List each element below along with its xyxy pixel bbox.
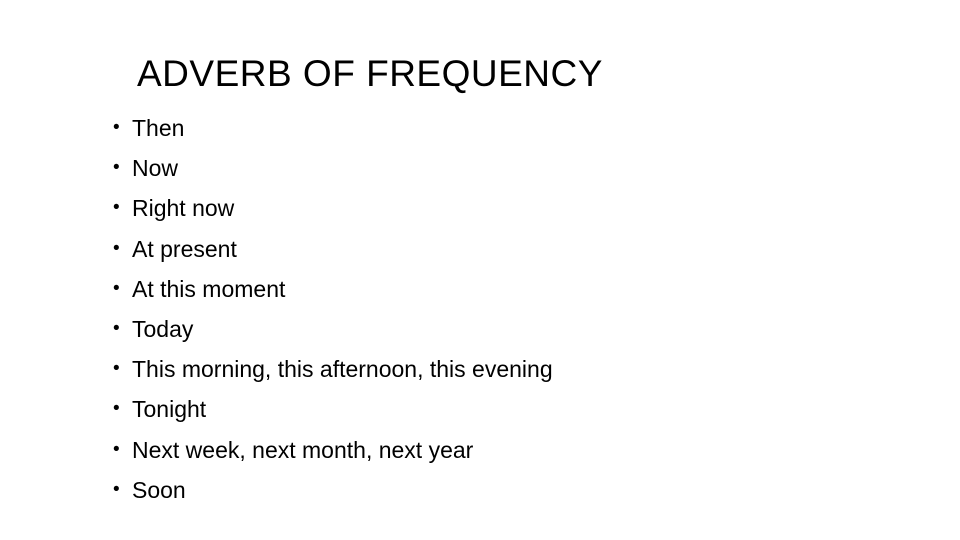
- bullet-icon: •: [113, 197, 120, 219]
- bullet-icon: •: [113, 438, 120, 460]
- list-item: [113, 108, 553, 148]
- slide-title: ADVERB OF FREQUENCY: [137, 53, 603, 94]
- bullet-text: Then: [132, 115, 185, 141]
- bullet-text: At this moment: [132, 275, 286, 302]
- list-item: [113, 148, 553, 188]
- bullet-text: At present: [132, 235, 237, 262]
- bullet-icon: •: [113, 237, 120, 259]
- bullet-icon: •: [113, 358, 120, 380]
- list-item: [113, 349, 553, 389]
- list-item: [113, 229, 553, 269]
- bullet-text: Next week, next month, next year: [132, 436, 474, 463]
- bullet-text: Now: [132, 155, 179, 182]
- list-item: [113, 470, 553, 510]
- list-item: [113, 309, 553, 349]
- list-item: [113, 389, 553, 429]
- bullet-text: Tonight: [132, 396, 207, 423]
- list-item: [113, 188, 553, 228]
- bullet-icon: •: [113, 277, 120, 299]
- bullet-icon: •: [113, 317, 120, 339]
- bullet-icon: •: [113, 157, 120, 179]
- bullet-text: Today: [132, 315, 194, 342]
- list-item: [113, 430, 553, 470]
- bullet-icon: •: [113, 398, 120, 420]
- bullet-icon: •: [113, 117, 120, 138]
- bullet-text: This morning, this afternoon, this evening: [132, 356, 553, 383]
- bullet-text: Right now: [132, 195, 235, 222]
- list-item: [113, 269, 553, 309]
- bullet-icon: •: [113, 478, 120, 500]
- bullet-text: Soon: [132, 476, 186, 503]
- bullet-list: [113, 108, 553, 510]
